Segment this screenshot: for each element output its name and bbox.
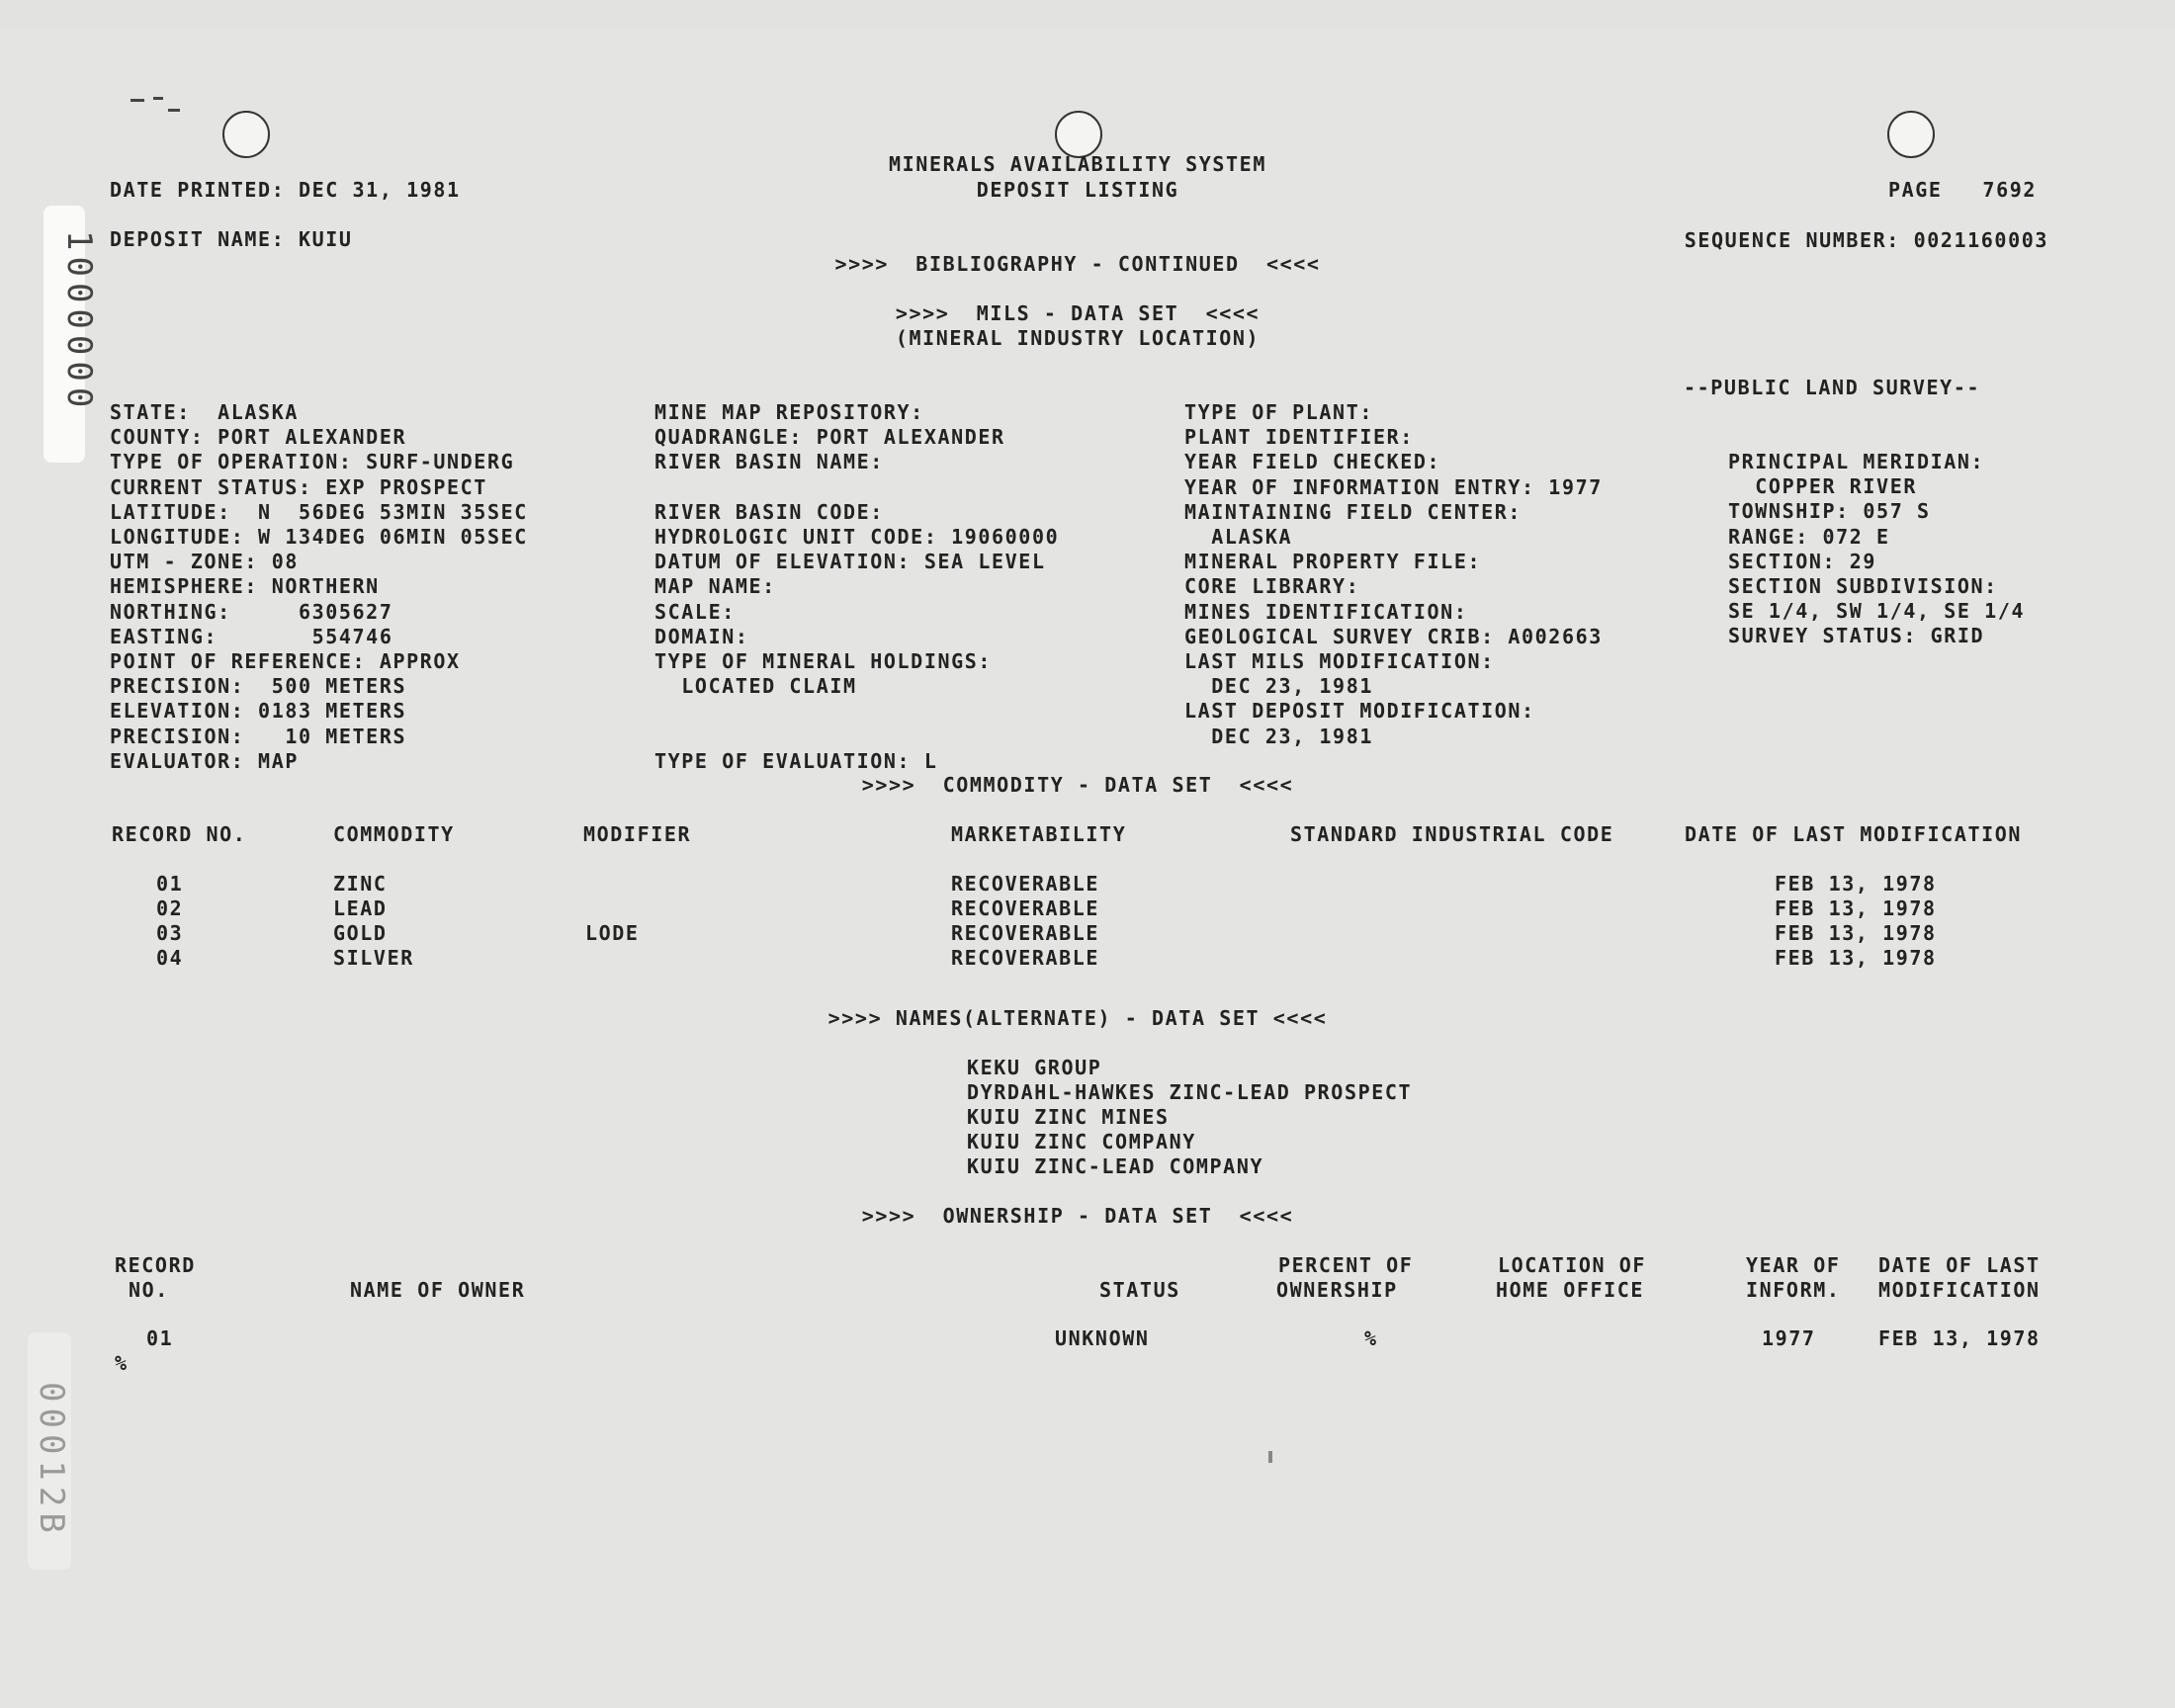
commodity-header-marketability: MARKETABILITY [951, 822, 1127, 846]
margin-stamp-top: 1000000 [59, 230, 99, 414]
ownership-header-location: LOCATION OF [1498, 1253, 1647, 1277]
names-heading: >>>> NAMES(ALTERNATE) - DATA SET <<<< [827, 1006, 1328, 1030]
commodity-modifier-cell: LODE [585, 921, 640, 945]
commodity-date-cell: FEB 13, 1978 [1775, 897, 1937, 920]
commodity-marketability-cell: RECOVERABLE [951, 872, 1100, 896]
mils-field: HYDROLOGIC UNIT CODE: 19060000 [654, 525, 1060, 549]
mils-field: POINT OF REFERENCE: APPROX [110, 649, 461, 673]
commodity-marketability-cell: RECOVERABLE [951, 921, 1100, 945]
mils-field: MINE MAP REPOSITORY: [654, 400, 924, 424]
punch-hole [1887, 111, 1935, 158]
mils-field: MAINTAINING FIELD CENTER: [1184, 500, 1522, 524]
mils-field: EVALUATOR: MAP [110, 749, 299, 773]
commodity-marketability-cell: RECOVERABLE [951, 946, 1100, 970]
mils-field: LOCATED CLAIM [654, 674, 857, 698]
alternate-name-item: KUIU ZINC MINES [967, 1105, 1170, 1129]
mils-field: DOMAIN: [654, 625, 749, 648]
mils-field: YEAR OF INFORMATION ENTRY: 1977 [1184, 475, 1603, 499]
commodity-marketability-cell: RECOVERABLE [951, 897, 1100, 920]
commodity-date-cell: FEB 13, 1978 [1775, 872, 1937, 896]
mils-subheading: (MINERAL INDUSTRY LOCATION) [895, 326, 1261, 350]
date-printed: DATE PRINTED: DEC 31, 1981 [110, 178, 461, 202]
ownership-header-year-2: INFORM. [1746, 1278, 1841, 1302]
ownership-header-percent: PERCENT OF [1278, 1253, 1414, 1277]
mils-field: MINES IDENTIFICATION: [1184, 600, 1468, 624]
ownership-date: FEB 13, 1978 [1878, 1326, 2041, 1350]
ownership-status: UNKNOWN [1055, 1326, 1150, 1350]
mils-field: PRECISION: 500 METERS [110, 674, 407, 698]
commodity-record-cell: 04 [156, 946, 184, 970]
listing-title: DEPOSIT LISTING [976, 178, 1179, 202]
mils-field: ELEVATION: 0183 METERS [110, 699, 407, 723]
mils-field: NORTHING: 6305627 [110, 600, 393, 624]
commodity-record-cell: 01 [156, 872, 184, 896]
system-title: MINERALS AVAILABILITY SYSTEM [889, 152, 1266, 176]
commodity-date-cell: FEB 13, 1978 [1775, 946, 1937, 970]
mils-field: LAST DEPOSIT MODIFICATION: [1184, 699, 1535, 723]
ownership-header-record: RECORD [115, 1253, 196, 1277]
punch-hole [222, 111, 270, 158]
commodity-name-cell: GOLD [333, 921, 388, 945]
commodity-header-date: DATE OF LAST MODIFICATION [1685, 822, 2023, 846]
document-sheet [0, 28, 2175, 1708]
public-land-survey-title: --PUBLIC LAND SURVEY-- [1684, 376, 1981, 399]
commodity-header-commodity: COMMODITY [333, 822, 455, 846]
ink-mark [168, 109, 180, 112]
mils-field: DATUM OF ELEVATION: SEA LEVEL [654, 550, 1046, 573]
ink-speck [1268, 1451, 1272, 1463]
commodity-name-cell: SILVER [333, 946, 414, 970]
mils-field: COUNTY: PORT ALEXANDER [110, 425, 407, 449]
land-survey-field: SECTION SUBDIVISION: [1728, 574, 1998, 598]
land-survey-field: RANGE: 072 E [1728, 525, 1890, 549]
mils-field: TYPE OF EVALUATION: L [654, 749, 938, 773]
ownership-footnote: % [115, 1351, 129, 1375]
commodity-heading: >>>> COMMODITY - DATA SET <<<< [861, 773, 1294, 797]
mils-field: RIVER BASIN NAME: [654, 450, 884, 473]
land-survey-field: COPPER RIVER [1728, 474, 1917, 498]
commodity-record-cell: 02 [156, 897, 184, 920]
bibliography-heading: >>>> BIBLIOGRAPHY - CONTINUED <<<< [834, 252, 1321, 276]
commodity-header-sic: STANDARD INDUSTRIAL CODE [1290, 822, 1614, 846]
ownership-header-date-2: MODIFICATION [1878, 1278, 2041, 1302]
alternate-name-item: KUIU ZINC COMPANY [967, 1130, 1196, 1153]
margin-stamp-bottom: 00012B [32, 1382, 71, 1539]
ownership-heading: >>>> OWNERSHIP - DATA SET <<<< [861, 1204, 1294, 1228]
mils-field: ALASKA [1184, 525, 1293, 549]
mils-field: LONGITUDE: W 134DEG 06MIN 05SEC [110, 525, 528, 549]
commodity-header-record: RECORD NO. [112, 822, 247, 846]
ownership-header-location-2: HOME OFFICE [1496, 1278, 1645, 1302]
land-survey-field: PRINCIPAL MERIDIAN: [1728, 450, 1985, 473]
commodity-header-modifier: MODIFIER [583, 822, 692, 846]
deposit-name: DEPOSIT NAME: KUIU [110, 227, 353, 251]
punch-hole [1055, 111, 1102, 158]
mils-field: CURRENT STATUS: EXP PROSPECT [110, 475, 487, 499]
ownership-percent: % [1364, 1326, 1378, 1350]
land-survey-field: SURVEY STATUS: GRID [1728, 624, 1985, 647]
mils-field: TYPE OF OPERATION: SURF-UNDERG [110, 450, 515, 473]
mils-field: HEMISPHERE: NORTHERN [110, 574, 380, 598]
mils-heading: >>>> MILS - DATA SET <<<< [895, 301, 1261, 325]
mils-field: CORE LIBRARY: [1184, 574, 1360, 598]
ownership-header-percent-2: OWNERSHIP [1276, 1278, 1398, 1302]
page-number: PAGE 7692 [1887, 178, 2037, 202]
commodity-name-cell: LEAD [333, 897, 388, 920]
mils-field: PLANT IDENTIFIER: [1184, 425, 1414, 449]
commodity-record-cell: 03 [156, 921, 184, 945]
land-survey-field: SECTION: 29 [1728, 550, 1877, 573]
commodity-name-cell: ZINC [333, 872, 388, 896]
mils-field: TYPE OF MINERAL HOLDINGS: [654, 649, 993, 673]
mils-field: YEAR FIELD CHECKED: [1184, 450, 1441, 473]
alternate-name-item: KEKU GROUP [967, 1056, 1102, 1079]
alternate-name-item: KUIU ZINC-LEAD COMPANY [967, 1154, 1264, 1178]
ownership-header-date: DATE OF LAST [1878, 1253, 2041, 1277]
mils-field: EASTING: 554746 [110, 625, 393, 648]
mils-field: MAP NAME: [654, 574, 776, 598]
mils-field: LAST MILS MODIFICATION: [1184, 649, 1495, 673]
mils-field: DEC 23, 1981 [1184, 674, 1373, 698]
sequence-number: SEQUENCE NUMBER: 0021160003 [1684, 228, 2048, 252]
mils-field: MINERAL PROPERTY FILE: [1184, 550, 1482, 573]
land-survey-field: SE 1/4, SW 1/4, SE 1/4 [1728, 599, 2026, 623]
mils-field: RIVER BASIN CODE: [654, 500, 884, 524]
alternate-name-item: DYRDAHL-HAWKES ZINC-LEAD PROSPECT [967, 1080, 1413, 1104]
mils-field: QUADRANGLE: PORT ALEXANDER [654, 425, 1005, 449]
mils-field: PRECISION: 10 METERS [110, 725, 407, 748]
mils-field: DEC 23, 1981 [1184, 725, 1373, 748]
mils-field: SCALE: [654, 600, 736, 624]
ownership-header-status: STATUS [1099, 1278, 1180, 1302]
ownership-year: 1977 [1762, 1326, 1816, 1350]
ownership-header-record-no: NO. [129, 1278, 169, 1302]
ownership-record: 01 [146, 1326, 174, 1350]
ink-mark [130, 99, 144, 102]
mils-field: UTM - ZONE: 08 [110, 550, 299, 573]
mils-field: STATE: ALASKA [110, 400, 299, 424]
commodity-date-cell: FEB 13, 1978 [1775, 921, 1937, 945]
mils-field: TYPE OF PLANT: [1184, 400, 1373, 424]
mils-field: GEOLOGICAL SURVEY CRIB: A002663 [1184, 625, 1603, 648]
ink-mark [153, 97, 163, 100]
land-survey-field: TOWNSHIP: 057 S [1728, 499, 1931, 523]
ownership-header-year: YEAR OF [1746, 1253, 1841, 1277]
mils-field: LATITUDE: N 56DEG 53MIN 35SEC [110, 500, 528, 524]
ownership-header-name: NAME OF OWNER [350, 1278, 526, 1302]
